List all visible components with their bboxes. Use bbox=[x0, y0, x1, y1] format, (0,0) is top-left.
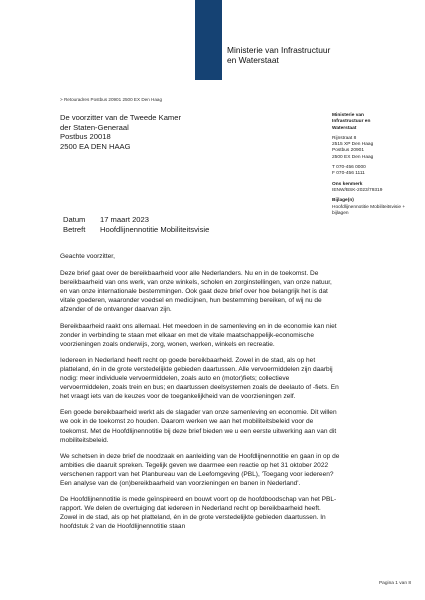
body-paragraph: De Hoofdlijnennotitie is mede geïnspireerd en bouwt voort op de hoofdboodschap van het PBL-rapport. We delen de overtuiging dat iedereen in Nederland recht op bereikbaarheid heeft. Zowel in de stad, als op het platteland, én in de grote verstedelijkte gebieden daartussen. In hoofdstuk 2 van de Hoofdlijnennotitie staan bbox=[60, 496, 337, 531]
fax-number: F 070-456 1111 bbox=[332, 171, 365, 177]
org-line: Infrastructuur en bbox=[332, 119, 371, 125]
reference-value: IENW/BSK-2023/79319 bbox=[332, 187, 383, 193]
reference-block bbox=[332, 182, 422, 195]
attachments-block bbox=[332, 198, 422, 217]
ministry-name bbox=[227, 45, 330, 65]
sender-contact bbox=[332, 165, 422, 178]
phone-number: T 070-456 0000 bbox=[332, 165, 366, 171]
address-line: 2500 EX Den Haag bbox=[332, 154, 374, 160]
date-label: Datum bbox=[63, 215, 86, 224]
address-line: Rijnstraat 8 bbox=[332, 135, 357, 141]
addressee-block bbox=[60, 113, 181, 151]
coat-of-arms-icon bbox=[394, 30, 413, 56]
attachments-label: Bijlage(n) bbox=[332, 198, 354, 204]
addressee-line: De voorzitter van de Tweede Kamer bbox=[60, 113, 181, 122]
subject-label: Betreft bbox=[63, 224, 86, 234]
body-paragraph: Een goede bereikbaarheid werkt als de slagader van onze samenleving en economie. Dit willen we ook in de toekomst zo houden. Daarom werken we aan het mobiliteitsbeleid voor de toekomst. Met de Hoofdlijnennotitie bij deze brief bieden we u een eerste uitwerking aan van dit mobiliteitsbeleid. bbox=[60, 409, 337, 444]
ministry-name-line1: Ministerie van Infrastructuur bbox=[227, 45, 331, 55]
sender-organisation bbox=[332, 113, 422, 132]
date-value: 17 maart 2023 bbox=[100, 215, 149, 224]
subject-value: Hoofdlijnennotitie Mobiliteitsvisie bbox=[100, 224, 210, 234]
addressee-line: Postbus 20018 bbox=[60, 132, 111, 142]
return-address: > Retouradres Postbus 20901 2500 EX Den Haag bbox=[60, 97, 163, 102]
sender-address bbox=[332, 136, 422, 161]
address-line: Postbus 20901 bbox=[332, 148, 365, 154]
addressee-line: 2500 EA DEN HAAG bbox=[60, 141, 131, 151]
body-paragraph: We schetsen in deze brief de noodzaak en aanleiding van de Hoofdlijnennotitie en gaan in op de ambities die daaruit spreken. Tegelijk geven we daarmee een reactie op het 31 oktober 2022 verschenen rapport van het Planbureau van de Leefomgeving (PBL), 'Toegang voor iedereen? Een analyse van de (on)bereikbaarheid van voorzieningen en banen in Nederland'. bbox=[60, 452, 340, 487]
logo-bar bbox=[195, 0, 222, 80]
address-line: 2515 XP Den Haag bbox=[332, 142, 374, 148]
attachments-value: Hoofdlijnennotitie Mobiliteitsvisie + bijlagen bbox=[332, 204, 406, 216]
body-paragraph: Deze brief gaat over de bereikbaarheid voor alle Nederlanders. Nu en in de toekomst. De bereikbaarheid van ons werk, van onze winkels, scholen en zorginstellingen, van onze natuur, en van onze internationale bestemmingen. Ook gaat deze brief over hoe belangrijk het is dat vitale goederen, waaronder voedsel en medicijnen, hun bestemming bereiken, of wij nu de afzender of de ontvanger daarvan zijn. bbox=[60, 270, 332, 314]
sender-sidebar bbox=[332, 113, 422, 221]
body-paragraph: Iedereen in Nederland heeft recht op goede bereikbaarheid. Zowel in de stad, als op het platteland, én in de grote verstedelijkte gebieden daartussen. Alle vervoermiddelen zijn daarbij nodig: meer individuele vervoermiddelen, zoals auto en (motor)fiets; collectieve vervoermiddelen, zoals trein en bus; en daartussen deelsystemen zoals de deelauto of -fiets. En het vraagt iets van de keuzes voor de toegankelijkheid van de voorzieningen zelf. bbox=[60, 356, 339, 401]
org-line: Waterstaat bbox=[332, 125, 357, 131]
page-number: Pagina 1 van 8 bbox=[378, 581, 411, 586]
addressee-line: der Staten-Generaal bbox=[60, 122, 129, 132]
letter-body bbox=[60, 252, 340, 538]
date-row bbox=[60, 215, 209, 225]
ministry-name-line2: en Waterstaat bbox=[227, 55, 279, 65]
org-line: Ministerie van bbox=[332, 113, 364, 118]
reference-label: Ons kenmerk bbox=[332, 181, 363, 187]
subject-row bbox=[60, 225, 209, 235]
body-paragraph: Bereikbaarheid raakt ons allemaal. Het meedoen in de samenleving en in de economie kan niet zonder in verbinding te staan met elkaar en met de vitale maatschappelijk-economische voorzieningen zoals onderwijs, zorg, wonen, werken, winkels en recreatie. bbox=[60, 322, 337, 348]
salutation: Geachte voorzitter, bbox=[60, 253, 115, 260]
letter-meta bbox=[60, 215, 209, 234]
